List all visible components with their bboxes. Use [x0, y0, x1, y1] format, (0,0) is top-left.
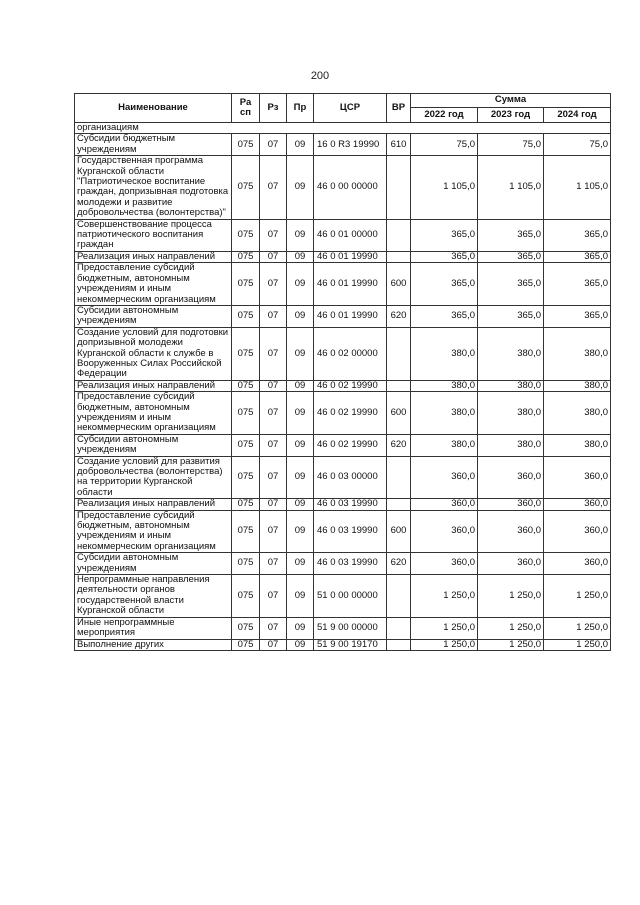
cell-rz: 07 [260, 510, 287, 553]
cell-name: Субсидии автономным учреждениям [75, 553, 232, 575]
cell-vr: 600 [387, 510, 411, 553]
cell-amount-2023: 360,0 [478, 510, 544, 553]
cell-amount-2022: 360,0 [411, 456, 478, 499]
cell-amount-2023: 1 250,0 [478, 617, 544, 639]
cell-rasp: 075 [232, 617, 260, 639]
cell-vr [387, 156, 411, 219]
cell-name: Предоставление субсидий бюджетным, автономным учреждениям и иным некоммерческим организациям [75, 263, 232, 306]
cell-name: Создание условий для подготовки допризывной молодежи Курганской области к службе в Вооруженных Силах Российской Федерации [75, 327, 232, 380]
table-row [75, 392, 611, 435]
header-vr: ВР [387, 94, 411, 123]
cell-amount-2024: 1 105,0 [544, 156, 611, 219]
table-row [75, 251, 611, 262]
cell-name: Субсидии автономным учреждениям [75, 434, 232, 456]
cell-vr [387, 251, 411, 262]
cell-pr: 09 [287, 553, 314, 575]
cell-rasp: 075 [232, 263, 260, 306]
cell-rz: 07 [260, 134, 287, 156]
cell-pr: 09 [287, 380, 314, 391]
cell-rz: 07 [260, 456, 287, 499]
cell-rasp: 075 [232, 380, 260, 391]
table-row [75, 156, 611, 219]
cell-rz: 07 [260, 156, 287, 219]
header-sum: Сумма [411, 94, 611, 108]
cell-amount-2024: 380,0 [544, 434, 611, 456]
cell-name: Создание условий для развития добровольчества (волонтерства) на территории Курганской области [75, 456, 232, 499]
cell-rz: 07 [260, 575, 287, 618]
cell-rz: 07 [260, 617, 287, 639]
table-row [75, 305, 611, 327]
cell-pr: 09 [287, 219, 314, 251]
cell-pr: 09 [287, 510, 314, 553]
cell-amount-2024: 365,0 [544, 263, 611, 306]
table-row [75, 380, 611, 391]
cell-amount-2024: 380,0 [544, 380, 611, 391]
table-row [75, 510, 611, 553]
cell-rz: 07 [260, 434, 287, 456]
cell-amount-2023: 380,0 [478, 434, 544, 456]
cell-name: Реализация иных направлений [75, 499, 232, 510]
cell-vr [387, 327, 411, 380]
header-year-2024: 2024 год [544, 108, 611, 123]
cell-amount-2024: 1 250,0 [544, 575, 611, 618]
cell-amount-2023: 365,0 [478, 263, 544, 306]
cell-csr: 46 0 01 19990 [314, 263, 387, 306]
cell-vr: 620 [387, 434, 411, 456]
table-row [75, 553, 611, 575]
cell-csr: 46 0 00 00000 [314, 156, 387, 219]
cell-amount-2022: 360,0 [411, 553, 478, 575]
cell-amount-2022: 380,0 [411, 392, 478, 435]
cell-csr: 46 0 02 19990 [314, 380, 387, 391]
table-row [75, 639, 611, 650]
cell-rz: 07 [260, 263, 287, 306]
cell-vr: 620 [387, 305, 411, 327]
cell-vr [387, 456, 411, 499]
cell-name: Совершенствование процесса патриотического воспитания граждан [75, 219, 232, 251]
cell-pr: 09 [287, 305, 314, 327]
cell-rz: 07 [260, 380, 287, 391]
header-year-2023: 2023 год [478, 108, 544, 123]
cell-rasp: 075 [232, 553, 260, 575]
cell-csr: 46 0 01 19990 [314, 305, 387, 327]
continuation-row [75, 123, 611, 134]
cell-rasp: 075 [232, 305, 260, 327]
cell-amount-2023: 360,0 [478, 456, 544, 499]
cell-amount-2023: 1 250,0 [478, 575, 544, 618]
cell-amount-2023: 360,0 [478, 499, 544, 510]
cell-name: Реализация иных направлений [75, 251, 232, 262]
cell-rz: 07 [260, 553, 287, 575]
cell-vr: 620 [387, 553, 411, 575]
cell-pr: 09 [287, 327, 314, 380]
cell-csr: 46 0 02 19990 [314, 392, 387, 435]
cell-amount-2022: 1 250,0 [411, 617, 478, 639]
cell-rasp: 075 [232, 327, 260, 380]
table-row [75, 219, 611, 251]
header-csr: ЦСР [314, 94, 387, 123]
cell-amount-2022: 380,0 [411, 380, 478, 391]
cell-pr: 09 [287, 575, 314, 618]
cell-amount-2023: 1 250,0 [478, 639, 544, 650]
header-rasp: Ра сп [232, 94, 260, 123]
cell-amount-2023: 380,0 [478, 327, 544, 380]
cell-amount-2022: 75,0 [411, 134, 478, 156]
header-pr: Пр [287, 94, 314, 123]
cell-amount-2024: 360,0 [544, 510, 611, 553]
cell-name: Непрограммные направления деятельности органов государственной власти Курганской области [75, 575, 232, 618]
cell-amount-2024: 380,0 [544, 327, 611, 380]
cell-amount-2022: 365,0 [411, 219, 478, 251]
table-row [75, 327, 611, 380]
cell-rasp: 075 [232, 156, 260, 219]
cell-rz: 07 [260, 305, 287, 327]
cell-csr: 46 0 02 00000 [314, 327, 387, 380]
cell-vr: 600 [387, 263, 411, 306]
cell-amount-2022: 365,0 [411, 305, 478, 327]
cell-name: Субсидии бюджетным учреждениям [75, 134, 232, 156]
cell-csr: 51 9 00 19170 [314, 639, 387, 650]
cell-csr: 46 0 03 00000 [314, 456, 387, 499]
cell-pr: 09 [287, 156, 314, 219]
cell-rasp: 075 [232, 639, 260, 650]
cell-amount-2022: 365,0 [411, 251, 478, 262]
table-row [75, 134, 611, 156]
cell-vr [387, 575, 411, 618]
cell-amount-2023: 380,0 [478, 392, 544, 435]
cell-rasp: 075 [232, 392, 260, 435]
cell-amount-2024: 380,0 [544, 392, 611, 435]
table-row [75, 617, 611, 639]
cell-rz: 07 [260, 639, 287, 650]
cell-rasp: 075 [232, 134, 260, 156]
cell-vr [387, 499, 411, 510]
table-body [75, 123, 611, 651]
cell-amount-2024: 360,0 [544, 553, 611, 575]
cell-rasp: 075 [232, 251, 260, 262]
cell-vr [387, 639, 411, 650]
cell-rasp: 075 [232, 510, 260, 553]
header-row-top [75, 94, 611, 108]
cell-csr: 46 0 03 19990 [314, 499, 387, 510]
cell-pr: 09 [287, 639, 314, 650]
header-year-2022: 2022 год [411, 108, 478, 123]
cell-name: Иные непрограммные мероприятия [75, 617, 232, 639]
cell-name: Предоставление субсидий бюджетным, автономным учреждениям и иным некоммерческим организациям [75, 392, 232, 435]
cell-name: Выполнение других [75, 639, 232, 650]
header-rz: Рз [260, 94, 287, 123]
cell-amount-2022: 365,0 [411, 263, 478, 306]
cell-csr: 46 0 01 19990 [314, 251, 387, 262]
cell-amount-2023: 365,0 [478, 219, 544, 251]
header-name: Наименование [75, 94, 232, 123]
cell-csr: 51 0 00 00000 [314, 575, 387, 618]
cell-amount-2024: 360,0 [544, 499, 611, 510]
cell-name: Государственная программа Курганской области "Патриотическое воспитание граждан, допризывная подготовка молодежи и развитие добровольчества (волонтерства)" [75, 156, 232, 219]
cell-vr: 600 [387, 392, 411, 435]
cell-amount-2023: 1 105,0 [478, 156, 544, 219]
cell-pr: 09 [287, 617, 314, 639]
cell-pr: 09 [287, 251, 314, 262]
cell-rasp: 075 [232, 456, 260, 499]
cell-rasp: 075 [232, 219, 260, 251]
page-number: 200 [310, 70, 330, 82]
table-row [75, 456, 611, 499]
cell-amount-2024: 1 250,0 [544, 617, 611, 639]
table-row [75, 499, 611, 510]
cell-rz: 07 [260, 251, 287, 262]
cell-amount-2022: 1 105,0 [411, 156, 478, 219]
cell-amount-2023: 380,0 [478, 380, 544, 391]
cell-pr: 09 [287, 499, 314, 510]
cell-amount-2024: 1 250,0 [544, 639, 611, 650]
cell-amount-2023: 360,0 [478, 553, 544, 575]
cell-vr [387, 617, 411, 639]
cell-vr: 610 [387, 134, 411, 156]
cell-csr: 46 0 01 00000 [314, 219, 387, 251]
cell-amount-2024: 75,0 [544, 134, 611, 156]
cell-amount-2022: 1 250,0 [411, 575, 478, 618]
cell-amount-2022: 380,0 [411, 327, 478, 380]
cell-rz: 07 [260, 219, 287, 251]
continuation-text: организациям [75, 123, 611, 134]
cell-amount-2023: 75,0 [478, 134, 544, 156]
cell-rasp: 075 [232, 575, 260, 618]
cell-amount-2023: 365,0 [478, 305, 544, 327]
cell-name: Предоставление субсидий бюджетным, автономным учреждениям и иным некоммерческим организациям [75, 510, 232, 553]
cell-vr [387, 380, 411, 391]
table-row [75, 575, 611, 618]
cell-amount-2022: 1 250,0 [411, 639, 478, 650]
cell-csr: 46 0 03 19990 [314, 510, 387, 553]
cell-pr: 09 [287, 392, 314, 435]
cell-pr: 09 [287, 434, 314, 456]
cell-rz: 07 [260, 327, 287, 380]
cell-rz: 07 [260, 392, 287, 435]
cell-amount-2024: 365,0 [544, 219, 611, 251]
cell-pr: 09 [287, 134, 314, 156]
cell-csr: 51 9 00 00000 [314, 617, 387, 639]
cell-amount-2024: 365,0 [544, 251, 611, 262]
cell-vr [387, 219, 411, 251]
table-row [75, 434, 611, 456]
cell-amount-2023: 365,0 [478, 251, 544, 262]
cell-amount-2022: 360,0 [411, 510, 478, 553]
cell-rasp: 075 [232, 499, 260, 510]
cell-pr: 09 [287, 456, 314, 499]
cell-rz: 07 [260, 499, 287, 510]
cell-name: Реализация иных направлений [75, 380, 232, 391]
cell-csr: 16 0 R3 19990 [314, 134, 387, 156]
table-row [75, 263, 611, 306]
cell-amount-2022: 380,0 [411, 434, 478, 456]
cell-csr: 46 0 03 19990 [314, 553, 387, 575]
budget-table [74, 93, 611, 651]
cell-pr: 09 [287, 263, 314, 306]
cell-csr: 46 0 02 19990 [314, 434, 387, 456]
cell-amount-2024: 360,0 [544, 456, 611, 499]
cell-amount-2024: 365,0 [544, 305, 611, 327]
cell-rasp: 075 [232, 434, 260, 456]
cell-amount-2022: 360,0 [411, 499, 478, 510]
cell-name: Субсидии автономным учреждениям [75, 305, 232, 327]
